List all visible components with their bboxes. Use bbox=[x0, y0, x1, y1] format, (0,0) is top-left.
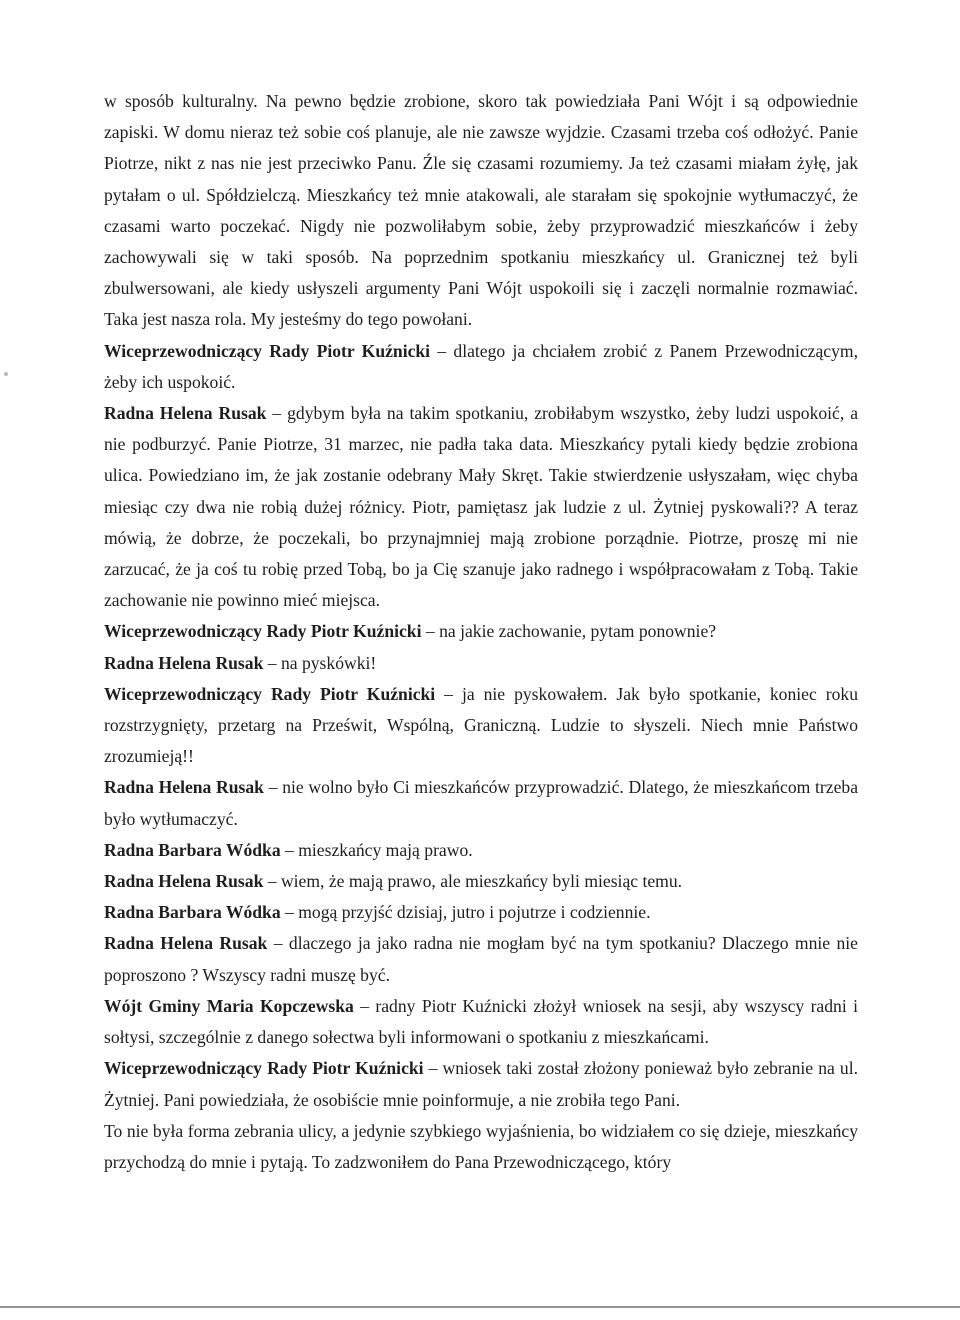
paragraph bbox=[104, 835, 858, 866]
paragraph bbox=[104, 679, 858, 773]
scan-bottom-edge bbox=[0, 1306, 960, 1308]
paragraph bbox=[104, 1053, 858, 1115]
statement-text: To nie była forma zebrania ulicy, a jedynie szybkiego wyjaśnienia, bo widziałem co się dzieje, mieszkańcy przychodzą do mnie i pytają. To zadzwoniłem do Pana Przewodniczącego, który bbox=[104, 1120, 858, 1172]
statement-text: – mieszkańcy mają prawo. bbox=[280, 839, 473, 860]
statement-text: – dlaczego ja jako radna nie mogłam być na tym spotkaniu? Dlaczego mnie nie poproszono ? Wszyscy radni muszę być. bbox=[104, 933, 858, 985]
paragraph bbox=[104, 1116, 858, 1178]
statement-text: – nie wolno było Ci mieszkańców przyprowadzić. Dlatego, że mieszkańcom trzeba było wytłumaczyć. bbox=[104, 777, 859, 829]
paragraph bbox=[104, 772, 858, 834]
statement-text: – gdybym była na takim spotkaniu, zrobiłabym wszystko, żeby ludzi uspokoić, a nie podburzyć. Panie Piotrze, 31 marzec, nie padła taka data. Mieszkańcy pytali kiedy będzie zrobiona ulica. Powiedziano im, że jak zostanie odebrany Mały Skręt. Takie stwierdzenie usłyszałam, więc chyba miesiąc czy dwa nie robią dużej różnicy. Piotr, pamiętasz jak ludzie z ul. Żytniej pyskowali?? A teraz mówią, że dobrze, że poczekali, bo przynajmniej mają zrobione porządnie. Piotrze, proszę mi nie zarzucać, że ja coś tu robię przed Tobą, bo ja Cię szanuje jako radnego i współpracowałam z Tobą. Takie zachowanie nie powinno mieć miejsca. bbox=[104, 403, 859, 611]
document-body bbox=[104, 86, 858, 1178]
speaker-name: Radna Barbara Wódka bbox=[104, 902, 281, 923]
speaker-name: Wiceprzewodniczący Rady Piotr Kuźnicki bbox=[104, 1058, 424, 1079]
paragraph bbox=[104, 86, 858, 336]
speaker-name: Wójt Gminy Maria Kopczewska bbox=[104, 995, 354, 1016]
statement-text: – dlatego ja chciałem zrobić z Panem Przewodniczącym, żeby ich uspokoić. bbox=[104, 340, 858, 392]
paragraph bbox=[104, 648, 858, 679]
speaker-name: Wiceprzewodniczący Rady Piotr Kuźnicki bbox=[104, 621, 422, 642]
speaker-name: Radna Helena Rusak bbox=[104, 652, 264, 673]
speaker-name: Radna Helena Rusak bbox=[104, 871, 264, 892]
paragraph bbox=[104, 897, 858, 928]
statement-text: – mogą przyjść dzisiaj, jutro i pojutrze i codziennie. bbox=[280, 902, 651, 923]
statement-text: – na pyskówki! bbox=[263, 652, 377, 673]
speaker-name: Wiceprzewodniczący Rady Piotr Kuźnicki bbox=[104, 683, 436, 704]
speaker-name: Radna Helena Rusak bbox=[104, 777, 264, 798]
scan-artifact-dot bbox=[4, 372, 8, 376]
statement-text: – radny Piotr Kuźnicki złożył wniosek na sesji, aby wszyscy radni i sołtysi, szczególnie z danego sołectwa byli informowani o spotkaniu z mieszkańcami. bbox=[104, 995, 858, 1048]
paragraph bbox=[104, 866, 858, 897]
speaker-name: Radna Barbara Wódka bbox=[104, 839, 281, 860]
paragraph bbox=[104, 928, 858, 990]
speaker-name: Radna Helena Rusak bbox=[104, 933, 268, 954]
paragraph bbox=[104, 991, 858, 1053]
statement-text: – wniosek taki został złożony ponieważ było zebranie na ul. Żytniej. Pani powiedziała, że osobiście mnie poinformuje, a nie zrobiła tego Pani. bbox=[104, 1058, 858, 1110]
speaker-name: Wiceprzewodniczący Rady Piotr Kuźnicki bbox=[104, 340, 431, 361]
paragraph bbox=[104, 336, 858, 398]
statement-text: – ja nie pyskowałem. Jak było spotkanie, koniec roku rozstrzygnięty, przetarg na Prześwit, Wspólną, Graniczną. Ludzie to słyszeli. Niech mnie Państwo zrozumieją!! bbox=[104, 683, 858, 767]
statement-text: – na jakie zachowanie, pytam ponownie? bbox=[421, 621, 717, 642]
statement-text: – wiem, że mają prawo, ale mieszkańcy byli miesiąc temu. bbox=[263, 871, 683, 892]
statement-text: w sposób kulturalny. Na pewno będzie zrobione, skoro tak powiedziała Pani Wójt i są odpowiednie zapiski. W domu nieraz też sobie coś planuje, ale nie zawsze wyjdzie. Czasami trzeba coś odłożyć. Panie Piotrze, nikt z nas nie jest przeciwko Panu. Źle się czasami rozumiemy. Ja też czasami miałam żyłę, jak pytałam o ul. Spółdzielczą. Mieszkańcy też mnie atakowali, ale starałam się spokojnie wytłumaczyć, że czasami warto poczekać. Nigdy nie pozwoliłabym sobie, żeby przyprowadzić mieszkańców i żeby zachowywali się w taki sposób. Na poprzednim spotkaniu mieszkańcy ul. Granicznej też byli zbulwersowani, ale kiedy usłyszeli argumenty Pani Wójt uspokoili się i zaczęli normalnie rozmawiać. Taka jest nasza rola. My jesteśmy do tego powołani. bbox=[104, 91, 858, 330]
speaker-name: Radna Helena Rusak bbox=[104, 403, 267, 424]
paragraph bbox=[104, 398, 858, 616]
paragraph bbox=[104, 616, 858, 647]
